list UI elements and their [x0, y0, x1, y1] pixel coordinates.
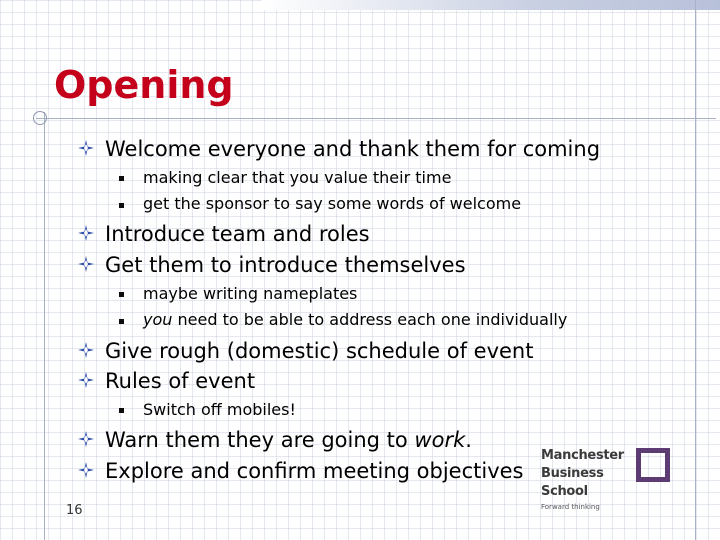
diamond-bullet-icon [78, 256, 94, 272]
logo-line-1: Manchester [541, 448, 624, 463]
list-item: Welcome everyone and thank them for coming [105, 137, 601, 161]
diamond-bullet-icon [78, 140, 94, 156]
square-bullet-icon [119, 319, 124, 324]
list-item: Get them to introduce themselves [105, 253, 466, 277]
list-item: get the sponsor to say some words of welcome [143, 194, 522, 213]
list-item: maybe writing nameplates [143, 284, 358, 303]
slide-number: 16 [66, 503, 83, 518]
diamond-bullet-icon [78, 342, 94, 358]
list-item: Rules of event [105, 369, 256, 393]
diamond-bullet-icon [78, 372, 94, 388]
logo-tagline: Forward thinking [541, 503, 600, 511]
school-logo [541, 447, 651, 512]
square-bullet-icon [119, 408, 124, 413]
list-item-text: need to be able to address each one individually [172, 310, 568, 329]
diamond-bullet-icon [78, 431, 94, 447]
diamond-bullet-icon [78, 462, 94, 478]
square-bullet-icon [119, 292, 124, 297]
slide-title: Opening [54, 63, 234, 107]
list-item-suffix: . [465, 428, 472, 452]
logo-square-icon [636, 448, 670, 482]
square-bullet-icon [119, 203, 124, 208]
list-item: making clear that you value their time [143, 168, 452, 187]
list-item-text: Warn them they are going to [105, 428, 415, 452]
list-item: Introduce team and roles [105, 222, 370, 246]
emphasis-text: work [414, 428, 466, 452]
emphasis-text: you [143, 310, 173, 329]
list-item: Explore and confirm meeting objectives [105, 459, 524, 483]
diamond-bullet-icon [78, 225, 94, 241]
list-item [143, 310, 567, 330]
square-bullet-icon [119, 176, 124, 181]
list-item [105, 427, 472, 453]
list-item: Switch off mobiles! [143, 400, 296, 419]
logo-line-2: Business School [541, 466, 604, 499]
list-item: Give rough (domestic) schedule of event [105, 339, 534, 363]
